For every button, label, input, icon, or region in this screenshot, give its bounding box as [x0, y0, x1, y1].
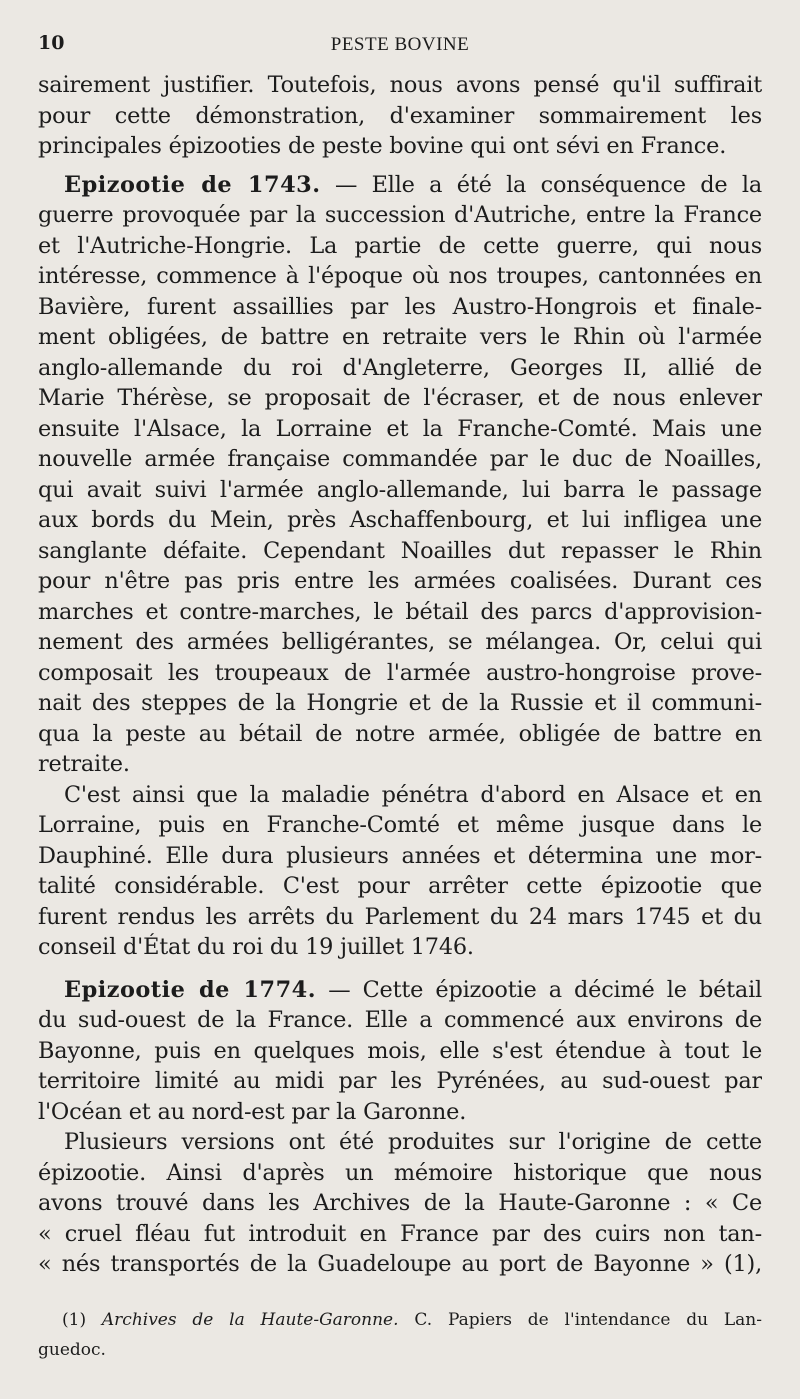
footnote-line — [38, 1305, 762, 1335]
text-line: furent rendus les arrêts du Parlement du 24 mars 1745 et du — [38, 903, 762, 930]
text-line: « nés transportés de la Guadeloupe au port de Bayonne » (1), — [38, 1251, 762, 1277]
text-line: Bavière, furent assaillies par les Austro-Hongrois et finale- — [38, 293, 762, 320]
text-line: Marie Thérèse, se proposait de l'écraser, et de nous enlever — [38, 385, 762, 411]
text-line: principales épizooties de peste bovine qui ont sévi en France. — [38, 133, 727, 159]
section-heading-1774: Epizootie de 1774. — [64, 976, 317, 1003]
running-title: PESTE BOVINE — [330, 34, 470, 55]
text-line: territoire limité au midi par les Pyrénées, au sud-ouest par — [38, 1068, 762, 1094]
text-line: nement des armées belligérantes, se mélangea. Or, celui qui — [38, 629, 762, 655]
text-line: sairement justifier. Toutefois, nous avons pensé qu'il suffirait — [38, 72, 762, 98]
page-number: 10 — [38, 32, 65, 54]
text-line: ensuite l'Alsace, la Lorraine et la Franche-Comté. Mais une — [38, 415, 762, 442]
text-line: conseil d'État du roi du 19 juillet 1746. — [38, 934, 474, 960]
text-line: qua la peste au bétail de notre armée, obligée de battre en — [38, 720, 762, 747]
text-line: nait des steppes de la Hongrie et de la Russie et il communi- — [38, 690, 762, 716]
text-line: ment obligées, de battre en retraite vers le Rhin où l'armée — [38, 324, 762, 350]
text-line: pour n'être pas pris entre les armées coalisées. Durant ces — [38, 568, 762, 594]
text-line: retraite. — [38, 751, 130, 777]
text-line: qui avait suivi l'armée anglo-allemande, lui barra le passage — [38, 476, 762, 503]
text-line: pour cette démonstration, d'examiner sommairement les — [38, 102, 762, 129]
text-line: marches et contre-marches, le bétail des parcs d'approvision- — [38, 598, 762, 625]
text-line: « cruel fléau fut introduit en France par des cuirs non tan- — [38, 1220, 762, 1247]
text-line: talité considérable. C'est pour arrêter cette épizootie que — [38, 873, 762, 899]
footnote-line: guedoc. — [38, 1340, 106, 1360]
text-line: anglo-allemande du roi d'Angleterre, Georges II, allié de — [38, 354, 762, 381]
text-line: composait les troupeaux de l'armée austro-hongroise prove- — [38, 659, 762, 686]
footnote — [38, 1305, 762, 1365]
heading-continuation: — Cette épizootie a décimé le bétail — [316, 976, 762, 1003]
text-line: aux bords du Mein, près Aschaffenbourg, et lui infligea une — [38, 507, 762, 533]
text-line: du sud-ouest de la France. Elle a commencé aux environs de — [38, 1007, 762, 1033]
text-line: sanglante défaite. Cependant Noailles dut repasser le Rhin — [38, 537, 762, 564]
text-line: et l'Autriche-Hongrie. La partie de cette guerre, qui nous — [38, 232, 762, 259]
text-line: avons trouvé dans les Archives de la Haute-Garonne : « Ce — [38, 1190, 762, 1216]
section-heading-line — [38, 170, 762, 201]
footnote-source: Archives de la Haute-Garonne. — [101, 1310, 399, 1330]
text-line: guerre provoquée par la succession d'Autriche, entre la France — [38, 202, 762, 228]
heading-continuation: — Elle a été la conséquence de la — [320, 171, 762, 198]
text-line: Bayonne, puis en quelques mois, elle s'est étendue à tout le — [38, 1037, 762, 1064]
text-line: intéresse, commence à l'époque où nos troupes, cantonnées en — [38, 263, 762, 289]
body-text — [38, 70, 762, 1280]
text-line: Dauphiné. Elle dura plusieurs années et détermina une mor- — [38, 842, 762, 869]
text-line: épizootie. Ainsi d'après un mémoire historique que nous — [38, 1159, 762, 1186]
section-heading-1743: Epizootie de 1743. — [64, 171, 321, 198]
page-header — [0, 32, 800, 60]
footnote-marker: (1) — [62, 1310, 102, 1330]
text-line: Lorraine, puis en Franche-Comté et même jusque dans le — [38, 812, 762, 838]
text-line: nouvelle armée française commandée par le duc de Noailles, — [38, 446, 762, 472]
text-line: l'Océan et au nord-est par la Garonne. — [38, 1098, 467, 1125]
footnote-text: C. Papiers de l'intendance du Lan- — [398, 1310, 762, 1330]
text-line: C'est ainsi que la maladie pénétra d'abord en Alsace et en — [64, 781, 762, 808]
section-heading-line — [38, 975, 762, 1006]
text-line: Plusieurs versions ont été produites sur l'origine de cette — [64, 1129, 762, 1155]
